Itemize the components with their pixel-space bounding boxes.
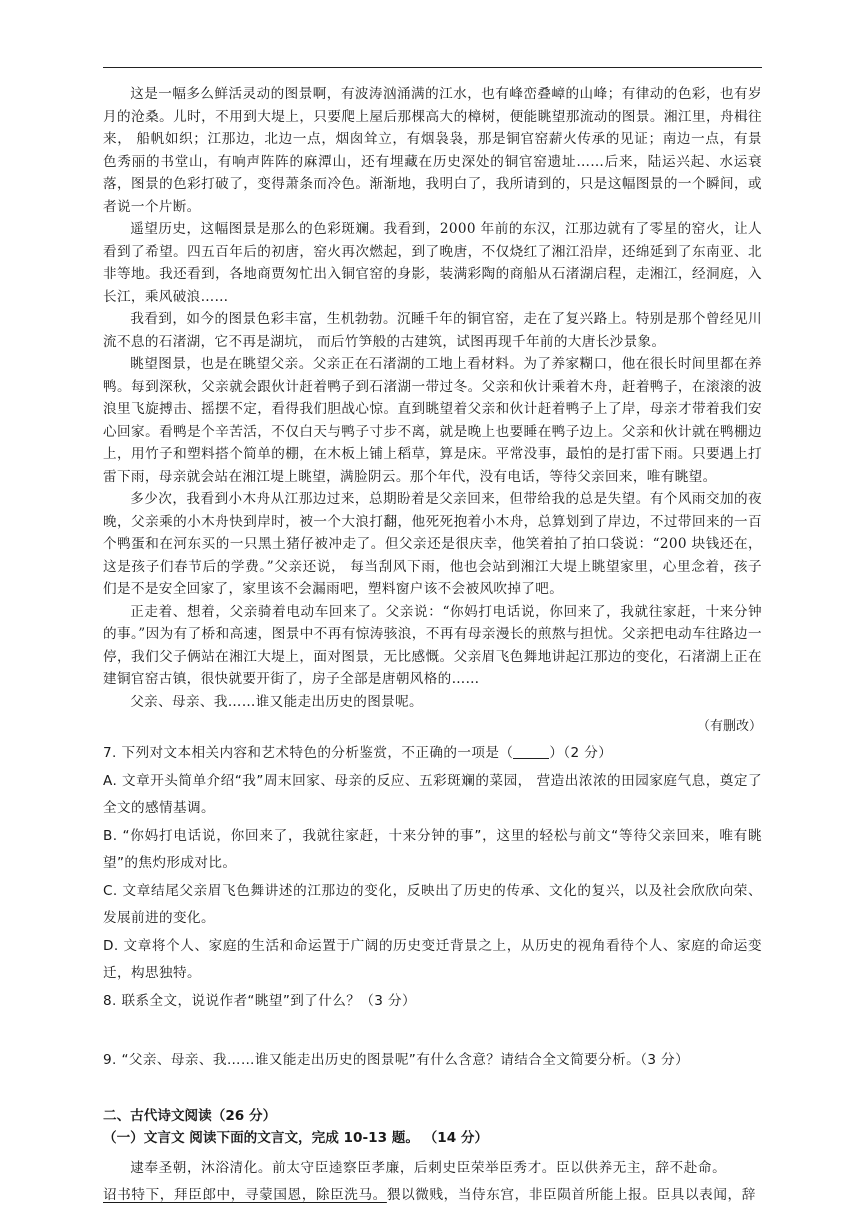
question-7-stem: 7. 下列对文本相关内容和艺术特色的分析鉴赏，不正确的一项是（ <box>103 745 514 761</box>
classical-line: 逮奉圣朝，沐浴清化。前太守臣逵察臣孝廉，后刺史臣荣举臣秀才。臣以供养无主，辞不赴命。 <box>130 1159 727 1176</box>
underlined-sentence: 诏书特下，拜臣郎中，寻蒙国恩，除臣洗马。 <box>103 1186 387 1203</box>
reading-passage <box>103 83 762 738</box>
passage-paragraph: 正走着、想着，父亲骑着电动车回来了。父亲说：“你妈打电话说，你回来了，我就往家赶，十来分钟的事。”因为有了桥和高速，图景中不再有惊涛骇浪，不再有母亲漫长的煎熬与担忧。父亲把电动车往路边一停，我们父子俩站在湘江大堤上，面对图景，无比感慨。父亲眉飞色舞地讲起江那边的变化，石渚湖上正在建铜官窑古镇，很快就要开街了，房子全部是唐朝风格的…… <box>103 603 762 687</box>
option-c: C. 文章结尾父亲眉飞色舞讲述的江那边的变化，反映出了历史的传承、文化的复兴，以及社会欣欣向荣、发展前进的变化。 <box>103 882 762 926</box>
question-7 <box>103 740 762 768</box>
option-d: D. 文章将个人、家庭的生活和命运置于广阔的历史变迁背景之上，从历史的视角看待个人、家庭的命运变迁，构思独特。 <box>103 937 762 981</box>
top-rule <box>103 67 762 68</box>
classical-line <box>103 1182 762 1209</box>
question-7-points: ）（2 分） <box>549 745 613 761</box>
source-note: （有删改） <box>696 719 762 734</box>
passage-paragraph: 父亲、母亲、我……谁又能走出历史的图景呢。 <box>130 693 424 710</box>
classical-text <box>103 1155 762 1209</box>
content <box>103 83 762 1209</box>
passage-paragraph: 多少次，我看到小木舟从江那边过来，总期盼着是父亲回来，但带给我的总是失望。有个风雨交加的夜晚，父亲乘的小木舟快到岸时，被一个大浪打翻，他死死抱着小木舟，总算划到了岸边，不过带回来的一百个鸭蛋和在河东买的一只黑土猪仔被冲走了。但父亲还是很庆幸，他笑着拍了拍口袋说：“200 块钱还在，这是孩子们春节后的学费。”父亲还说， 每当刮风下雨，他也会站到湘江大堤上眺望家里，心里念着，孩子们是不是安全回家了，家里该不会漏雨吧，塑料窗户该不会被风吹掉了吧。 <box>103 491 762 597</box>
classical-line-rest: 猥以微贱，当侍东宫，非臣陨首所能上报。臣具以表闻，辞 <box>386 1186 756 1203</box>
passage-paragraph: 眺望图景，也是在眺望父亲。父亲正在石渚湖的工地上看材料。为了养家糊口，他在很长时间里都在养鸭。每到深秋，父亲就会跟伙计赶着鸭子到石渚湖一带过冬。父亲和伙计乘着木舟，赶着鸭子，在滚滚的波浪里飞旋搏击、摇摆不定，看得我们胆战心惊。直到眺望着父亲和伙计赶着鸭子上了岸，母亲才带着我们安心回家。看鸭是个辛苦活，不仅白天与鸭子寸步不离，就是晚上也要睡在鸭子边上。父亲和伙计就在鸭棚边上，用竹子和塑料搭个简单的棚，在木板上铺上稻草，算是床。平常没事，最怕的是打雷下雨。只要遇上打雷下雨，母亲就会站在湘江堤上眺望，满脸阴云。那个年代，没有电话，等待父亲回来，唯有眺望。 <box>103 356 762 485</box>
section-subheading: （一）文言文 阅读下面的文言文，完成 10-13 题。 （14 分） <box>103 1129 489 1146</box>
passage-paragraph: 这是一幅多么鲜活灵动的图景啊，有波涛汹涌满的江水，也有峰峦叠嶂的山峰；有律动的色彩，也有岁月的沧桑。儿时，不用到大堤上，只要爬上屋后那棵高大的樟树，便能眺望那流动的图景。湘江里，舟楫往来， 船帆如织；江那边，北边一点，烟囱耸立，有烟袅袅，那是铜官窑薪火传承的见证；南边一点，有景色秀丽的书堂山，有响声阵阵的麻潭山，还有埋藏在历史深处的铜官窑遗址……后来，陆运兴起、水运衰落，图景的色彩打破了，变得萧条而冷色。渐渐地，我明白了，我所请到的，只是这幅图景的一个瞬间，或者说一个片断。 <box>103 86 762 215</box>
section-classical-reading <box>103 1105 762 1209</box>
option-b: B. “你妈打电话说，你回来了，我就往家赶，十来分钟的事”，这里的轻松与前文“等待父亲回来，唯有眺望”的焦灼形成对比。 <box>103 827 762 871</box>
question-8: 8. 联系全文，说说作者“眺望”到了什么？（3 分） <box>103 992 417 1009</box>
passage-paragraph: 我看到，如今的图景色彩丰富，生机勃勃。沉睡千年的铜官窑，走在了复兴路上。特别是那个曾经见川流不息的石渚湖，它不再是湖坑， 而后竹笋般的古建筑，试图再现千年前的大唐长沙景象。 <box>103 311 762 350</box>
option-a: A. 文章开头简单介绍“我”周末回家、母亲的反应、五彩斑斓的菜园， 营造出浓浓的田园家庭气息，奠定了全文的感情基调。 <box>103 772 762 816</box>
passage-paragraph: 遥望历史，这幅图景是那么的色彩斑斓。我看到，2000 年前的东汉，江那边就有了零星的窑火，让人看到了希望。四五百年后的初唐，窑火再次燃起，到了晚唐，不仅烧红了湘江沿岸，还绵延到了东南亚、北非等地。我还看到，各地商贾匆忙出入铜官窑的身影，装满彩陶的商船从石渚湖启程，走湘江，经洞庭，入长江，乘风破浪…… <box>103 221 762 305</box>
question-9: 9. “父亲、母亲、我……谁又能走出历史的图景呢”有什么含意？请结合全文简要分析。（3 分） <box>103 1052 690 1068</box>
questions <box>103 740 762 1075</box>
answer-blank[interactable] <box>513 744 549 759</box>
section-heading: 二、古代诗文阅读（26 分） <box>103 1107 277 1124</box>
